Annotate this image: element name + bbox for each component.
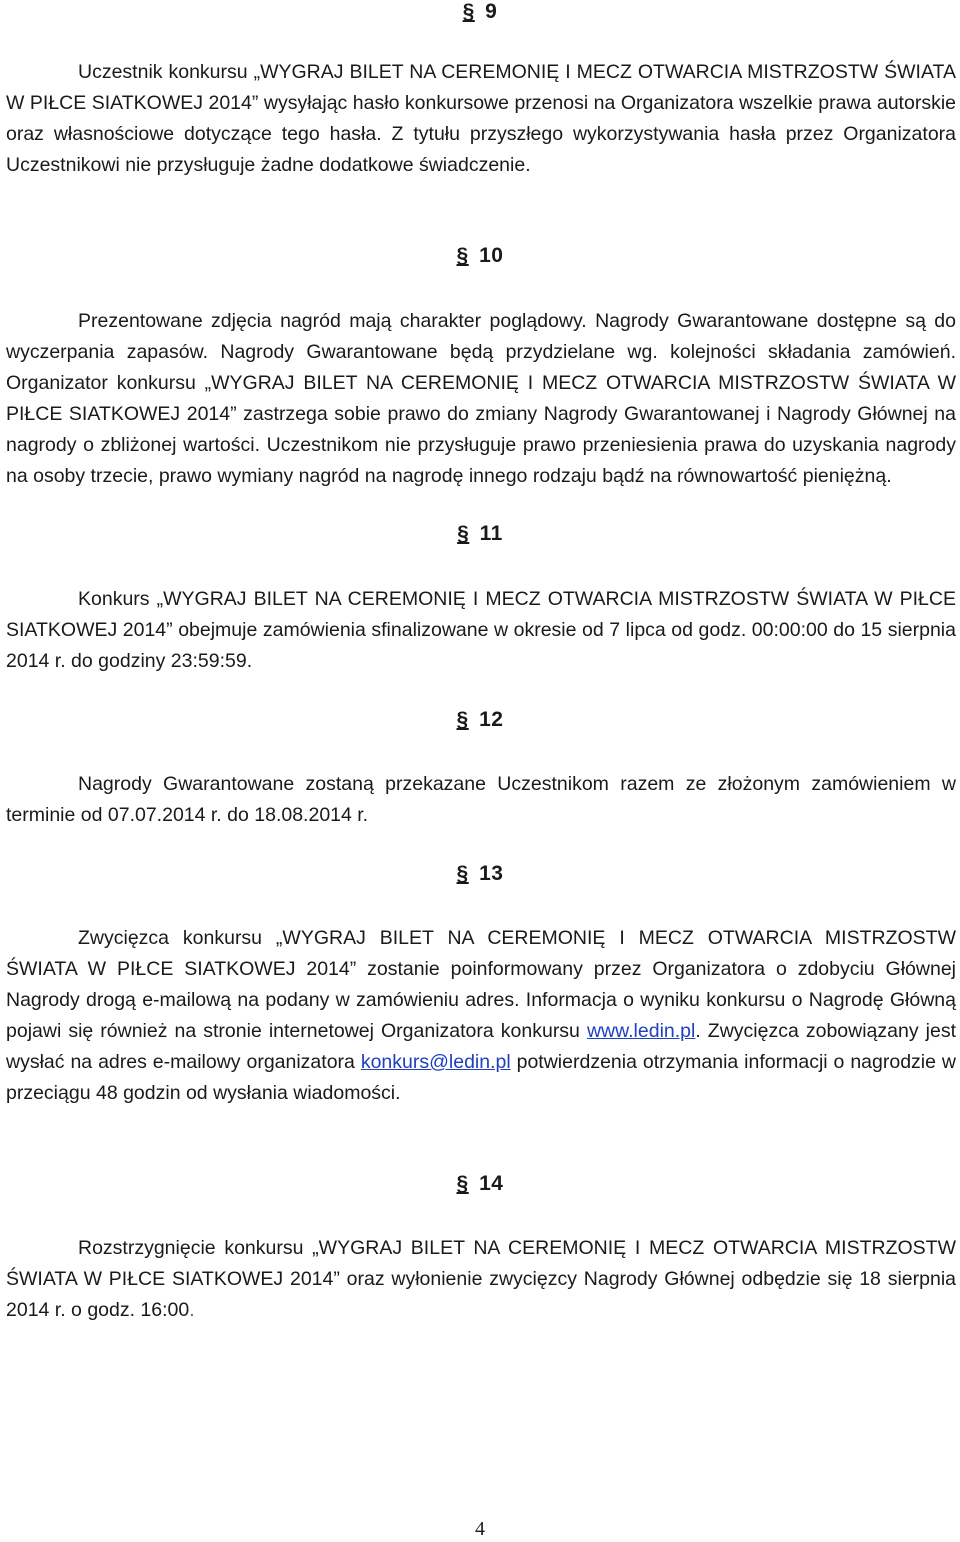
section-symbol: § [462,0,475,23]
section-symbol: § [457,522,470,545]
section-14-trailing-dot: . [189,1299,195,1321]
section-12-paragraph [6,769,956,831]
section-symbol: § [456,862,469,885]
section-10-text: Prezentowane zdjęcia nagród mają charakter poglądowy. Nagrody Gwarantowane dostępne są do wyczerpania zapasów. Nagrody Gwarantowane będą przydzielane wg. kolejności składania zamówień. Organizator konkursu „WYGRAJ BILET NA CEREMONIĘ I MECZ OTWARCIA MISTRZOSTW ŚWIATA W PIŁCE SIATKOWEJ 2014” zastrzega sobie prawo do zmiany Nagrody Gwarantowanej i Nagrody Głównej na nagrody o zbliżonej wartości. Uczestnikom nie przysługuje prawo przeniesienia prawa do uzyskania nagrody na osoby trzecie, prawo wymiany nagród na nagrodę innego rodzaju bądź na równowartość pieniężną. [6,310,956,487]
section-heading-13 [0,862,960,886]
section-13-text-between-links: . Zwycięzca zobowiązany jest wysłać na adres e-mailowy organizatora [6,1020,956,1073]
website-link[interactable]: www.ledin.pl [586,1020,696,1042]
section-14-paragraph [6,1233,956,1326]
email-link[interactable]: konkurs@ledin.pl [360,1051,511,1073]
section-14-text: Rozstrzygnięcie konkursu „WYGRAJ BILET NA CEREMONIĘ I MECZ OTWARCIA MISTRZOSTW ŚWIATA W PIŁCE SIATKOWEJ 2014” oraz wyłonienie zwycięzcy Nagrody Głównej odbędzie się 18 sierpnia 2014 r. o godz. 16:00 [6,1237,956,1321]
section-heading-9 [0,0,960,24]
section-13-text-before-link: Zwycięzca konkursu „WYGRAJ BILET NA CEREMONIĘ I MECZ OTWARCIA MISTRZOSTW ŚWIATA W PIŁCE SIATKOWEJ 2014” zostanie poinformowany przez Organizatora o zdobyciu Głównej Nagrody drogą e-mailową na podany w zamówieniu adres. Informacja o wyniku konkursu o Nagrodę Główną pojawi się również na stronie internetowej Organizatora konkursu [6,927,956,1042]
page-number: 4 [475,1518,485,1540]
section-symbol: § [456,1172,469,1195]
section-number: 13 [479,862,504,885]
section-number: 11 [479,522,503,545]
section-heading-14 [0,1172,960,1196]
section-heading-10 [0,244,960,268]
section-13-text-after-link: potwierdzenia otrzymania informacji o nagrodzie w przeciągu 48 godzin od wysłania wiadomości. [6,1051,956,1104]
section-9-paragraph [6,57,956,181]
section-12-text: Nagrody Gwarantowane zostaną przekazane Uczestnikom razem ze złożonym zamówieniem w terminie od 07.07.2014 r. do 18.08.2014 r. [6,773,956,826]
section-number: 9 [485,0,498,23]
section-symbol: § [456,708,469,731]
section-symbol: § [456,244,469,267]
section-heading-12 [0,708,960,732]
section-10-paragraph [6,306,956,492]
section-heading-11 [0,522,960,546]
section-9-text: Uczestnik konkursu „WYGRAJ BILET NA CEREMONIĘ I MECZ OTWARCIA MISTRZOSTW ŚWIATA W PIŁCE SIATKOWEJ 2014” wysyłając hasło konkursowe przenosi na Organizatora wszelkie prawa autorskie oraz własnościowe dotyczące tego hasła. Z tytułu przyszłego wykorzystywania hasła przez Organizatora Uczestnikowi nie przysługuje żadne dodatkowe świadczenie. [6,61,956,176]
section-13-paragraph [6,923,956,1109]
section-11-text: Konkurs „WYGRAJ BILET NA CEREMONIĘ I MECZ OTWARCIA MISTRZOSTW ŚWIATA W PIŁCE SIATKOWEJ 2014” obejmuje zamówienia sfinalizowane w okresie od 7 lipca od godz. 00:00:00 do 15 sierpnia 2014 r. do godziny 23:59:59. [6,588,956,672]
section-number: 12 [479,708,504,731]
section-number: 14 [479,1172,504,1195]
section-number: 10 [479,244,504,267]
section-11-paragraph [6,584,956,677]
